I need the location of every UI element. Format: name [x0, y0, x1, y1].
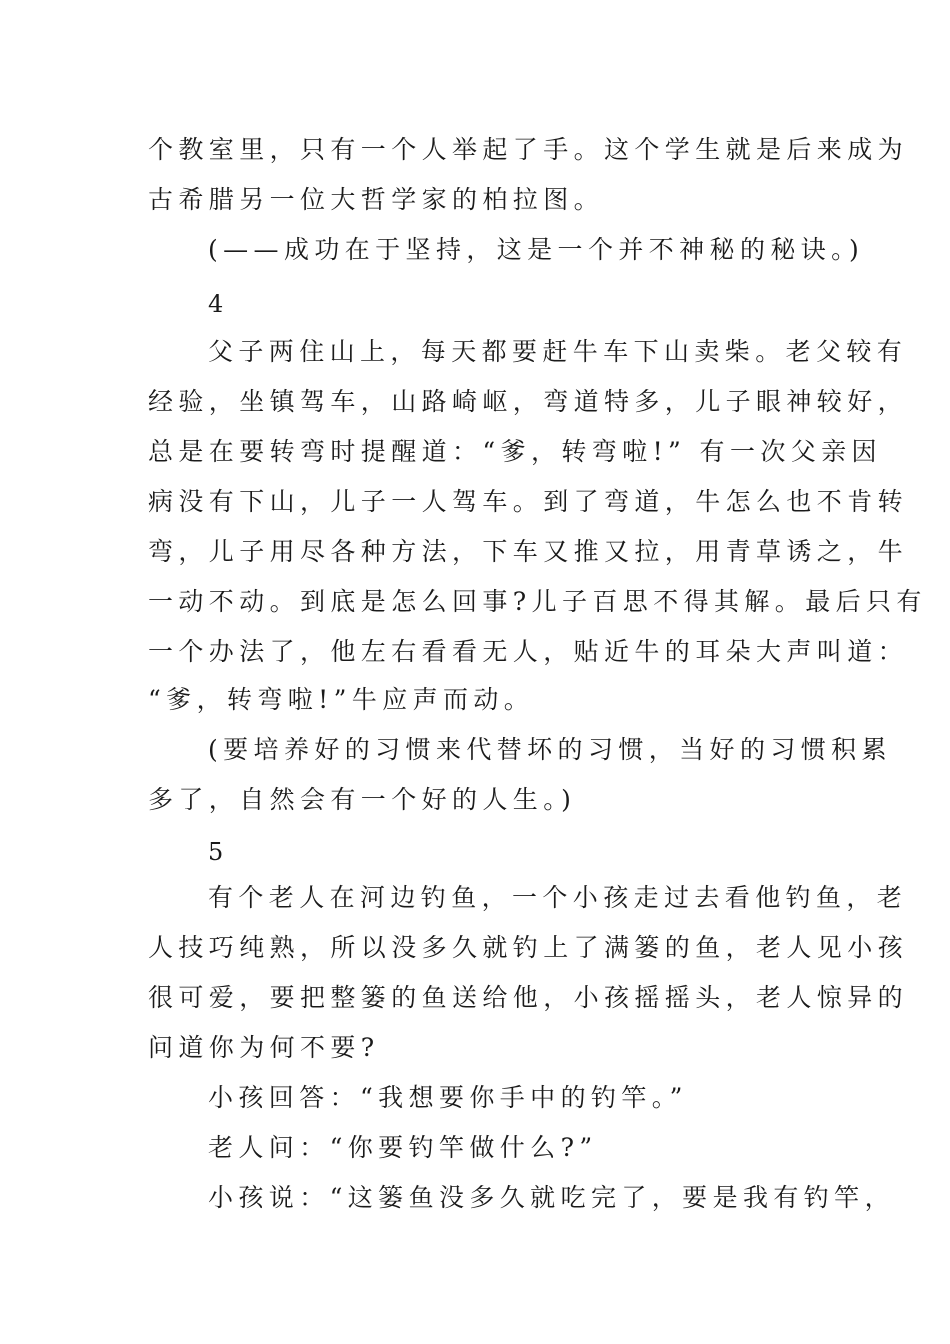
- text-line: 多了，自然会有一个好的人生。): [148, 785, 577, 814]
- text-line: (要培养好的习惯来代替坏的习惯，当好的习惯积累: [208, 735, 892, 764]
- text-line: 老人问：“你要钓竿做什么?”: [208, 1133, 598, 1162]
- text-line: 古希腊另一位大哲学家的柏拉图。: [148, 185, 605, 214]
- text-line: 人技巧纯熟，所以没多久就钓上了满篓的鱼，老人见小孩: [148, 933, 909, 962]
- text-line: 总是在要转弯时提醒道：“爹，转弯啦!” 有一次父亲因: [148, 437, 882, 466]
- section-number: 5: [208, 838, 224, 866]
- text-line: (——成功在于坚持，这是一个并不神秘的秘诀。): [208, 235, 865, 264]
- text-line: 很可爱，要把整篓的鱼送给他，小孩摇摇头，老人惊异的: [148, 983, 909, 1012]
- text-line: “爹，转弯啦!”牛应声而动。: [148, 685, 535, 714]
- text-line: 小孩说：“这篓鱼没多久就吃完了，要是我有钓竿，: [208, 1183, 895, 1212]
- text-line: 弯，儿子用尽各种方法，下车又推又拉，用青草诱之，牛: [148, 537, 909, 566]
- text-line: 一个办法了，他左右看看无人，贴近牛的耳朵大声叫道：: [148, 637, 909, 666]
- text-line: 有个老人在河边钓鱼，一个小孩走过去看他钓鱼，老: [208, 883, 908, 912]
- text-line: 个教室里，只有一个人举起了手。这个学生就是后来成为: [148, 135, 909, 164]
- text-line: 经验，坐镇驾车，山路崎岖，弯道特多，儿子眼神较好，: [148, 387, 909, 416]
- text-line: 小孩回答：“我想要你手中的钓竿。”: [208, 1083, 688, 1112]
- text-line: 病没有下山，儿子一人驾车。到了弯道，牛怎么也不肯转: [148, 487, 909, 516]
- section-number: 4: [208, 290, 224, 318]
- text-line: 问道你为何不要?: [148, 1033, 380, 1062]
- text-line: 一动不动。到底是怎么回事?儿子百思不得其解。最后只有: [148, 587, 927, 616]
- text-line: 父子两住山上，每天都要赶牛车下山卖柴。老父较有: [208, 337, 908, 366]
